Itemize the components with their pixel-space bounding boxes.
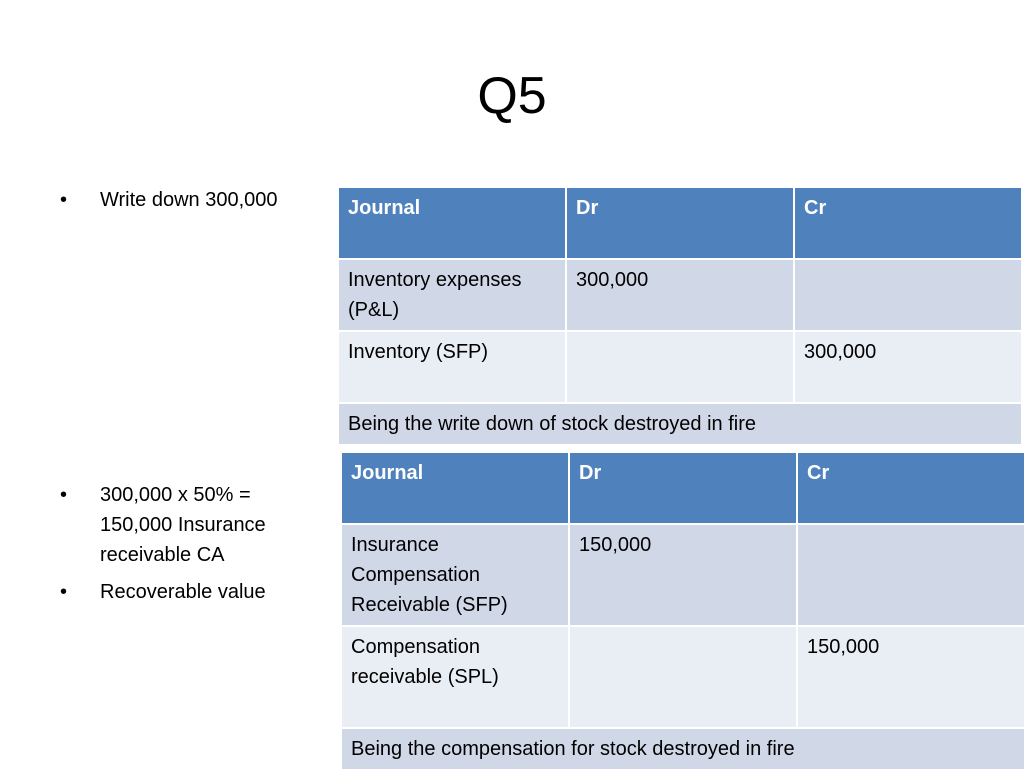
table-row-narration xyxy=(341,728,1024,770)
narration-cell: Being the compensation for stock destroyed in fire xyxy=(341,728,1024,770)
bullet-glyph: • xyxy=(60,189,68,211)
journal-table-compensation xyxy=(340,451,1024,771)
credit-cell: 150,000 xyxy=(797,626,1024,728)
credit-cell xyxy=(794,259,1022,331)
account-cell: Inventory expenses (P&L) xyxy=(338,259,566,331)
header-cell-dr: Dr xyxy=(566,187,794,259)
slide-title: Q5 xyxy=(477,67,547,125)
bullet-list-bottom xyxy=(56,480,318,614)
bullet-text: Write down 300,000 xyxy=(100,189,278,211)
bullet-glyph: • xyxy=(60,484,68,506)
debit-cell: 150,000 xyxy=(569,524,797,626)
credit-cell xyxy=(797,524,1024,626)
header-cell-journal: Journal xyxy=(341,452,569,524)
bullet-list-top xyxy=(56,185,318,222)
bullet-text: 300,000 x 50% = 150,000 Insurance receivable CA xyxy=(100,484,266,566)
header-cell-dr: Dr xyxy=(569,452,797,524)
debit-cell xyxy=(569,626,797,728)
account-cell: Insurance Compensation Receivable (SFP) xyxy=(341,524,569,626)
table-header-row xyxy=(338,187,1022,259)
bullet-glyph: • xyxy=(60,581,68,603)
bullet-item xyxy=(56,185,318,215)
table-row xyxy=(341,626,1024,728)
header-cell-journal: Journal xyxy=(338,187,566,259)
credit-cell: 300,000 xyxy=(794,331,1022,403)
header-cell-cr: Cr xyxy=(794,187,1022,259)
table-row xyxy=(338,331,1022,403)
account-cell: Compensation receivable (SPL) xyxy=(341,626,569,728)
table-row-narration xyxy=(338,403,1022,445)
bullet-item xyxy=(56,577,318,607)
bullet-text: Recoverable value xyxy=(100,581,266,603)
debit-cell: 300,000 xyxy=(566,259,794,331)
table-row xyxy=(341,524,1024,626)
table-row xyxy=(338,259,1022,331)
debit-cell xyxy=(566,331,794,403)
narration-cell: Being the write down of stock destroyed in fire xyxy=(338,403,1022,445)
header-cell-cr: Cr xyxy=(797,452,1024,524)
journal-table-write-down xyxy=(337,186,1023,446)
bullet-item xyxy=(56,480,318,570)
account-cell: Inventory (SFP) xyxy=(338,331,566,403)
table-header-row xyxy=(341,452,1024,524)
